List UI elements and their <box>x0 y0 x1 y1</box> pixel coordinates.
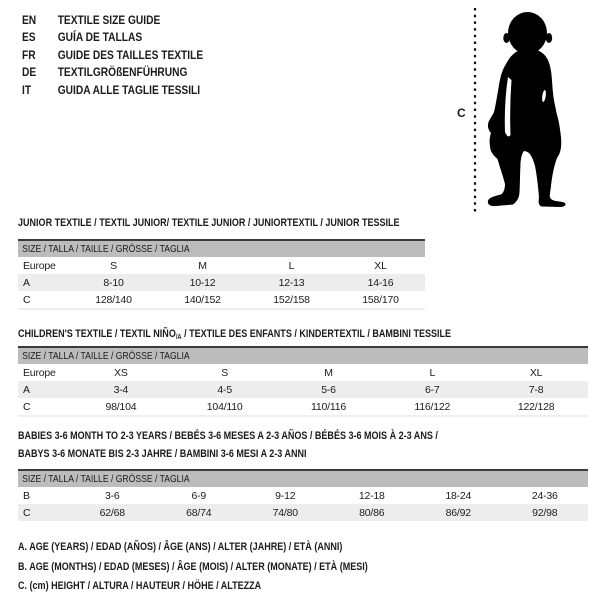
size-cell: 24-36 <box>531 489 558 502</box>
height-figure <box>452 6 592 216</box>
language-code: IT <box>22 82 32 97</box>
title-line: BABIES 3-6 MONTH TO 2-3 YEARS / BEBÉS 3-6 MESES A 2-3 AÑOS / BÉBÉS 3-6 MOIS À 2-3 ANS / <box>18 430 438 442</box>
table-row <box>18 257 425 274</box>
size-cell: 86/92 <box>445 506 471 519</box>
size-cell: XS <box>114 366 128 379</box>
size-cell: 92/98 <box>532 506 558 519</box>
language-row <box>22 64 203 81</box>
height-dashed-line-icon <box>473 8 477 212</box>
size-cell: S <box>110 259 117 272</box>
size-cell: 8-10 <box>103 276 124 289</box>
language-row <box>22 47 203 64</box>
size-cell: 6-7 <box>425 383 440 396</box>
size-cell: 3-6 <box>104 489 120 502</box>
size-cell: 12-13 <box>278 276 305 289</box>
table-header-row <box>18 239 425 257</box>
table-header-row <box>18 346 588 364</box>
table-row <box>18 504 588 521</box>
language-row <box>22 82 203 99</box>
size-cell: 3-4 <box>113 383 129 396</box>
size-cell: 158/170 <box>362 293 399 306</box>
size-cell: 10-12 <box>189 276 216 289</box>
table-row <box>18 364 588 381</box>
title-part: / TEXTILE DES ENFANTS / KINDERTEXTIL / BAMBINI TESSILE <box>181 328 452 340</box>
row-label: B <box>23 489 30 502</box>
toddler-silhouette-icon <box>484 8 588 212</box>
size-cell: XL <box>529 366 543 379</box>
size-cell: XL <box>374 259 387 272</box>
section-title-babies <box>18 427 530 463</box>
table-row <box>18 398 588 416</box>
table-header-label: SIZE / TALLA / TAILLE / GRÖSSE / TAGLIA <box>22 243 190 255</box>
size-cell: 128/140 <box>95 293 132 306</box>
size-cell: 80/86 <box>359 506 385 519</box>
guide-title: TEXTILGRÖßENFÜHRUNG <box>57 65 188 80</box>
babies-size-table <box>18 469 588 521</box>
size-cell: 140/152 <box>184 293 221 306</box>
row-label: Europe <box>23 259 56 272</box>
table-row <box>18 291 425 309</box>
size-cell: 110/116 <box>310 400 346 413</box>
size-cell: 104/110 <box>206 400 243 413</box>
language-code: FR <box>22 47 36 62</box>
junior-size-table <box>18 239 425 310</box>
row-label: C <box>23 506 31 519</box>
size-cell: 5-6 <box>321 383 336 396</box>
size-cell: S <box>221 366 229 379</box>
guide-title: GUIDA ALLE TAGLIE TESSILI <box>57 82 201 97</box>
section-title-junior: JUNIOR TEXTILE / TEXTIL JUNIOR/ TEXTILE JUNIOR / JUNIORTEXTIL / JUNIOR TESSILE <box>18 217 400 229</box>
language-code: ES <box>22 30 36 45</box>
table-header-label: SIZE / TALLA / TAILLE / GRÖSSE / TAGLIA <box>22 473 190 485</box>
title-line: BABYS 3-6 MONATE BIS 2-3 JAHRE / BAMBINI 3-6 MESI A 2-3 ANNI <box>18 448 307 460</box>
title-part-subscript: /A <box>175 334 182 341</box>
size-cell: 9-12 <box>275 489 296 502</box>
legend-line-a: A. AGE (YEARS) / EDAD (AÑOS) / ÂGE (ANS) / ALTER (JAHRE) / ETÀ (ANNI) <box>18 541 343 553</box>
measure-legend <box>18 538 445 597</box>
size-cell: 122/128 <box>517 400 555 413</box>
size-cell: 74/80 <box>272 506 298 519</box>
size-cell: 18-24 <box>445 489 472 502</box>
guide-title: GUÍA DE TALLAS <box>57 30 143 45</box>
row-label: Europe <box>23 366 56 379</box>
section-title-children <box>18 325 451 347</box>
table-row <box>18 487 588 504</box>
title-part: CHILDREN'S TEXTILE / TEXTIL NIÑO <box>18 328 176 340</box>
language-code: DE <box>22 65 37 80</box>
language-row <box>22 12 203 29</box>
height-measure-label: C <box>457 106 466 120</box>
size-cell: L <box>288 259 295 272</box>
row-label: C <box>23 400 31 413</box>
size-cell: M <box>198 259 207 272</box>
size-cell: 7-8 <box>528 383 544 396</box>
size-cell: 4-5 <box>217 383 232 396</box>
size-cell: 68/74 <box>186 506 212 519</box>
children-size-table <box>18 346 588 417</box>
legend-line-c: C. (cm) HEIGHT / ALTURA / HAUTEUR / HÖHE / ALTEZZA <box>18 580 262 592</box>
size-cell: 116/122 <box>414 400 451 413</box>
size-cell: 12-18 <box>358 489 385 502</box>
size-cell: 62/68 <box>99 506 125 519</box>
size-cell: 14-16 <box>367 276 394 289</box>
size-cell: L <box>429 366 436 379</box>
guide-title: TEXTILE SIZE GUIDE <box>57 13 161 27</box>
row-label: C <box>23 293 31 306</box>
size-cell: M <box>324 366 333 379</box>
size-cell: 6-9 <box>191 489 207 502</box>
table-row <box>18 381 588 398</box>
row-label: A <box>23 276 30 289</box>
language-title-block <box>22 12 235 99</box>
size-cell: 98/104 <box>105 400 137 413</box>
size-cell: 152/158 <box>273 293 310 306</box>
table-header-label: SIZE / TALLA / TAILLE / GRÖSSE / TAGLIA <box>22 350 190 362</box>
guide-title: GUIDE DES TAILLES TEXTILE <box>57 47 204 62</box>
legend-line-b: B. AGE (MONTHS) / EDAD (MESES) / ÂGE (MOIS) / ALTER (MONATE) / ETÀ (MESI) <box>18 560 368 573</box>
language-row <box>22 29 203 46</box>
table-row <box>18 274 425 291</box>
row-label: A <box>23 383 30 396</box>
table-header-row <box>18 469 588 487</box>
language-code: EN <box>22 13 37 27</box>
